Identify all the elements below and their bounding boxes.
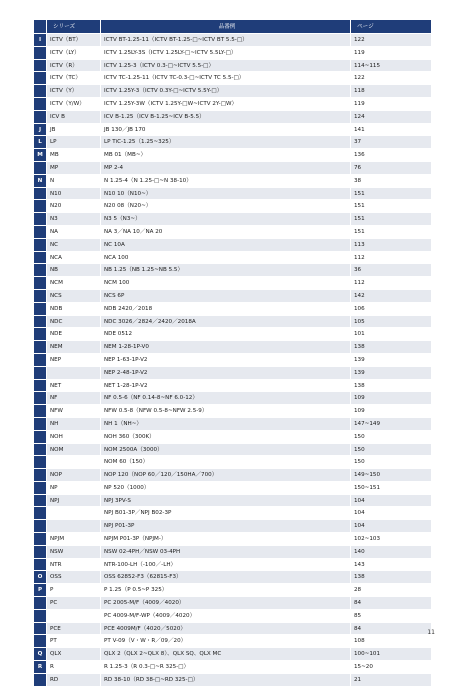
table-row: [34, 252, 431, 265]
section-letter: [34, 380, 46, 392]
part-number-cell: ICTV 1.25Y-3W（ICTV 1.25Y-□W~ICTV 2Y-□W）: [100, 98, 350, 110]
page-cell: 141: [350, 124, 431, 136]
table-row: [34, 303, 431, 316]
part-number-cell: N 1.25-4（N 1.25-□~N 38-10）: [100, 175, 350, 187]
table-row: [34, 533, 431, 546]
series-cell: NCA: [46, 252, 100, 264]
part-number-cell: MP 2-4: [100, 162, 350, 174]
part-number-cell: LP TiC-1.25（1.25~325）: [100, 136, 350, 148]
series-cell: NH: [46, 418, 100, 430]
page-cell: 122: [350, 34, 431, 46]
part-number-cell: NCM 100: [100, 277, 350, 289]
table-row: [34, 226, 431, 239]
part-number-cell: NA 3／NA 10／NA 20: [100, 226, 350, 238]
section-letter: [34, 507, 46, 519]
table-row: [34, 136, 431, 149]
table-row: [34, 239, 431, 252]
header-series: シリーズ: [46, 20, 100, 33]
table-row: [34, 367, 431, 380]
series-cell: NCM: [46, 277, 100, 289]
section-letter: [34, 200, 46, 212]
series-cell: MP: [46, 162, 100, 174]
page-cell: 147~149: [350, 418, 431, 430]
part-number-cell: NH 1（NH~）: [100, 418, 350, 430]
section-letter: [34, 367, 46, 379]
section-letter: [34, 85, 46, 97]
series-cell: [46, 507, 100, 519]
table-row: [34, 341, 431, 354]
page-cell: 151: [350, 188, 431, 200]
section-letter: [34, 520, 46, 532]
part-number-cell: OSS 62852-F3（62815-F3）: [100, 571, 350, 583]
series-cell: ICV B: [46, 111, 100, 123]
page-cell: 119: [350, 98, 431, 110]
page-cell: 85: [350, 610, 431, 622]
series-cell: NTR: [46, 559, 100, 571]
page-cell: 104: [350, 507, 431, 519]
part-number-cell: QLX 2（QLX 2~QLX 8）、QLX SQ、QLX MC: [100, 648, 350, 660]
series-cell: NFW: [46, 405, 100, 417]
table-row: [34, 380, 431, 393]
page-cell: 151: [350, 226, 431, 238]
section-letter: L: [34, 136, 46, 148]
table-row: [34, 456, 431, 469]
table-row: [34, 610, 431, 623]
page-cell: 149~150: [350, 469, 431, 481]
series-cell: NF: [46, 392, 100, 404]
table-row: [34, 162, 431, 175]
table-row: [34, 571, 431, 584]
series-cell: JB: [46, 124, 100, 136]
page-cell: 151: [350, 200, 431, 212]
page-cell: 136: [350, 149, 431, 161]
page-cell: 106: [350, 303, 431, 315]
series-cell: [46, 456, 100, 468]
part-number-cell: N10 10（N10~）: [100, 188, 350, 200]
page-cell: 138: [350, 571, 431, 583]
page-cell: 108: [350, 635, 431, 647]
series-cell: ICTV（LY）: [46, 47, 100, 59]
series-cell: NC: [46, 239, 100, 251]
table-row: [34, 635, 431, 648]
part-number-cell: N20 08（N20~）: [100, 200, 350, 212]
part-number-cell: NFW 0.5-8（NFW 0.5-8~NFW 2.5-9）: [100, 405, 350, 417]
section-letter: [34, 60, 46, 72]
series-cell: PC: [46, 597, 100, 609]
page-cell: 114~115: [350, 60, 431, 72]
page-cell: 15~20: [350, 661, 431, 673]
section-letter: N: [34, 175, 46, 187]
page-cell: 138: [350, 380, 431, 392]
section-letter: [34, 482, 46, 494]
series-cell: NA: [46, 226, 100, 238]
section-letter: [34, 290, 46, 302]
header-name: 品番例: [100, 20, 350, 33]
series-cell: NSW: [46, 546, 100, 558]
page-cell: 37: [350, 136, 431, 148]
page-cell: 139: [350, 354, 431, 366]
section-letter: [34, 188, 46, 200]
series-cell: P: [46, 584, 100, 596]
section-letter: [34, 444, 46, 456]
series-cell: RD: [46, 674, 100, 686]
section-letter: [34, 98, 46, 110]
page-cell: 38: [350, 175, 431, 187]
page-cell: 139: [350, 367, 431, 379]
section-letter: M: [34, 149, 46, 161]
part-number-cell: R 1.25-3（R 0.3-□~R 325-□）: [100, 661, 350, 673]
series-cell: N20: [46, 200, 100, 212]
section-letter: [34, 162, 46, 174]
series-cell: NDC: [46, 316, 100, 328]
series-cell: NEP: [46, 354, 100, 366]
page-cell: 109: [350, 392, 431, 404]
part-number-cell: PT V-09（V・W・R／09／20）: [100, 635, 350, 647]
part-number-cell: PC 2005-M/F（4009／4020）: [100, 597, 350, 609]
table-row: [34, 34, 431, 47]
series-cell: NOH: [46, 431, 100, 443]
series-cell: N3: [46, 213, 100, 225]
table-row: [34, 584, 431, 597]
section-letter: P: [34, 584, 46, 596]
series-cell: [46, 610, 100, 622]
part-number-cell: NC 10A: [100, 239, 350, 251]
table-row: [34, 559, 431, 572]
page-cell: 36: [350, 264, 431, 276]
table-row: [34, 213, 431, 226]
section-letter: [34, 341, 46, 353]
part-number-cell: NOH 360（300K）: [100, 431, 350, 443]
section-letter: [34, 264, 46, 276]
series-cell: NET: [46, 380, 100, 392]
table-row: [34, 72, 431, 85]
page-cell: 122: [350, 72, 431, 84]
part-number-cell: NTR-100-LH（-100／-LH）: [100, 559, 350, 571]
table-row: [34, 98, 431, 111]
page-cell: 28: [350, 584, 431, 596]
series-cell: [46, 367, 100, 379]
page-cell: 105: [350, 316, 431, 328]
page-cell: 112: [350, 277, 431, 289]
page-cell: 112: [350, 252, 431, 264]
part-number-cell: NP 520（1000）: [100, 482, 350, 494]
series-cell: ICTV（BT）: [46, 34, 100, 46]
page-cell: 140: [350, 546, 431, 558]
section-letter: [34, 431, 46, 443]
table-row: [34, 597, 431, 610]
series-cell: NB: [46, 264, 100, 276]
series-cell: NOM: [46, 444, 100, 456]
series-cell: N10: [46, 188, 100, 200]
series-cell: [46, 520, 100, 532]
series-cell: NDE: [46, 328, 100, 340]
page-cell: 150~151: [350, 482, 431, 494]
table-row: [34, 431, 431, 444]
table-row: [34, 290, 431, 303]
section-letter: R: [34, 661, 46, 673]
part-number-cell: ICTV TC-1.25-11（ICTV TC-0.3-□~ICTV TC 5.5-□）: [100, 72, 350, 84]
series-cell: ICTV（R）: [46, 60, 100, 72]
table-row: [34, 354, 431, 367]
table-row: [34, 200, 431, 213]
table-row: [34, 623, 431, 636]
table-row: [34, 482, 431, 495]
part-number-cell: NEP 2-48-1P-V2: [100, 367, 350, 379]
page-number: 11: [427, 629, 435, 636]
table-row: [34, 85, 431, 98]
table-row: [34, 405, 431, 418]
page-cell: 104: [350, 495, 431, 507]
table-header: [34, 20, 431, 34]
section-letter: [34, 597, 46, 609]
page-cell: 124: [350, 111, 431, 123]
section-letter: O: [34, 571, 46, 583]
part-number-cell: NOP 120（NOP 60／120／150HA／700）: [100, 469, 350, 481]
series-cell: R: [46, 661, 100, 673]
section-letter: I: [34, 34, 46, 46]
part-number-cell: NSW 02-4PH／NSW 03-4PH: [100, 546, 350, 558]
series-cell: NEM: [46, 341, 100, 353]
part-number-cell: NEP 1-63-1P-V2: [100, 354, 350, 366]
section-letter: [34, 405, 46, 417]
section-letter: [34, 418, 46, 430]
table-row: [34, 469, 431, 482]
part-number-cell: NPJ 3PV-S: [100, 495, 350, 507]
series-cell: NCS: [46, 290, 100, 302]
series-cell: QLX: [46, 648, 100, 660]
part-number-cell: MB 01（MB~）: [100, 149, 350, 161]
series-cell: NP: [46, 482, 100, 494]
section-letter: [34, 316, 46, 328]
part-number-cell: NPJ B01-3P／NPJ B02-3P: [100, 507, 350, 519]
table-row: [34, 674, 431, 687]
page-cell: 84: [350, 623, 431, 635]
part-number-cell: NOM 60（150）: [100, 456, 350, 468]
section-letter: [34, 303, 46, 315]
table-row: [34, 520, 431, 533]
section-letter: J: [34, 124, 46, 136]
table-row: [34, 149, 431, 162]
part-number-cell: P 1.25（P 0.5~P 325）: [100, 584, 350, 596]
section-letter: [34, 72, 46, 84]
section-letter: [34, 239, 46, 251]
series-cell: NPJ: [46, 495, 100, 507]
page-cell: 76: [350, 162, 431, 174]
part-number-cell: NPJ P01-3P: [100, 520, 350, 532]
table-row: [34, 47, 431, 60]
part-number-cell: NET 1-28-1P-V2: [100, 380, 350, 392]
header-letter-cell: [34, 20, 46, 33]
part-number-cell: NDE 0512: [100, 328, 350, 340]
series-cell: PT: [46, 635, 100, 647]
section-letter: Q: [34, 648, 46, 660]
part-number-cell: PCE 4009M/F（4020／5020）: [100, 623, 350, 635]
page-cell: 100~101: [350, 648, 431, 660]
part-number-cell: ICV B-1.25（ICV B-1.25~ICV B-5.5）: [100, 111, 350, 123]
section-letter: [34, 533, 46, 545]
table-row: [34, 648, 431, 661]
part-number-cell: NDB 2420／2018: [100, 303, 350, 315]
page-cell: 150: [350, 456, 431, 468]
table-row: [34, 175, 431, 188]
header-page: ページ: [350, 20, 431, 33]
page-cell: 113: [350, 239, 431, 251]
part-number-cell: N3 5（N3~）: [100, 213, 350, 225]
series-cell: NDB: [46, 303, 100, 315]
section-letter: [34, 559, 46, 571]
part-number-cell: JB 130／JB 170: [100, 124, 350, 136]
section-letter: [34, 277, 46, 289]
table-row: [34, 111, 431, 124]
table-row: [34, 316, 431, 329]
table-row: [34, 661, 431, 674]
table-row: [34, 277, 431, 290]
section-letter: [34, 469, 46, 481]
part-number-cell: ICTV 1.25Y-3（ICTV 0.3Y-□~ICTV 5.5Y-□）: [100, 85, 350, 97]
part-number-cell: NB 1.25（NB 1.25~NB 5.5）: [100, 264, 350, 276]
page-cell: 143: [350, 559, 431, 571]
page-cell: 138: [350, 341, 431, 353]
section-letter: [34, 456, 46, 468]
table-body: [34, 34, 431, 687]
table-row: [34, 546, 431, 559]
table-row: [34, 495, 431, 508]
page-cell: 151: [350, 213, 431, 225]
table-row: [34, 264, 431, 277]
table-row: [34, 444, 431, 457]
table-row: [34, 60, 431, 73]
section-letter: [34, 354, 46, 366]
part-number-cell: NDC 3026／2824／2420／2018A: [100, 316, 350, 328]
section-letter: [34, 635, 46, 647]
part-number-cell: NCS 6P: [100, 290, 350, 302]
page-cell: 118: [350, 85, 431, 97]
series-cell: ICTV（TC）: [46, 72, 100, 84]
part-number-cell: NPJM P01-3P（NPJM-）: [100, 533, 350, 545]
series-cell: N: [46, 175, 100, 187]
section-letter: [34, 546, 46, 558]
table-row: [34, 188, 431, 201]
part-number-cell: NOM 2500A（3000）: [100, 444, 350, 456]
series-cell: PCE: [46, 623, 100, 635]
section-letter: [34, 213, 46, 225]
part-number-cell: NEM 1-28-1P-V0: [100, 341, 350, 353]
section-letter: [34, 226, 46, 238]
section-letter: [34, 674, 46, 686]
section-letter: [34, 252, 46, 264]
part-number-cell: PC 4009-M/F-WP（4009／4020）: [100, 610, 350, 622]
page-cell: 119: [350, 47, 431, 59]
page-cell: 150: [350, 431, 431, 443]
series-cell: NOP: [46, 469, 100, 481]
table-row: [34, 124, 431, 137]
section-letter: [34, 328, 46, 340]
part-number-cell: NCA 100: [100, 252, 350, 264]
table-row: [34, 328, 431, 341]
series-cell: NPJM: [46, 533, 100, 545]
index-table: [34, 20, 431, 687]
part-number-cell: ICTV 1.25-3（ICTV 0.3-□~ICTV 5.5-□）: [100, 60, 350, 72]
series-cell: MB: [46, 149, 100, 161]
section-letter: [34, 623, 46, 635]
part-number-cell: ICTV BT-1.25-11（ICTV BT-1.25-□~ICTV BT 5.5-□）: [100, 34, 350, 46]
section-letter: [34, 495, 46, 507]
table-row: [34, 507, 431, 520]
page-cell: 102~103: [350, 533, 431, 545]
series-cell: ICTV（Y/W）: [46, 98, 100, 110]
series-cell: ICTV（Y）: [46, 85, 100, 97]
page-cell: 101: [350, 328, 431, 340]
page-cell: 142: [350, 290, 431, 302]
part-number-cell: ICTV 1.25LY-3S（ICTV 1.25LY-□~ICTV 5.5LY-□）: [100, 47, 350, 59]
table-row: [34, 392, 431, 405]
series-cell: OSS: [46, 571, 100, 583]
section-letter: [34, 111, 46, 123]
table-row: [34, 418, 431, 431]
section-letter: [34, 47, 46, 59]
page-cell: 104: [350, 520, 431, 532]
part-number-cell: RD 38-10（RD 38-□~RD 325-□）: [100, 674, 350, 686]
page-cell: 84: [350, 597, 431, 609]
section-letter: [34, 610, 46, 622]
page-cell: 150: [350, 444, 431, 456]
page-cell: 21: [350, 674, 431, 686]
page-cell: 109: [350, 405, 431, 417]
part-number-cell: NF 0.5-6（NF 0.14-8~NF 6.0-12）: [100, 392, 350, 404]
section-letter: [34, 392, 46, 404]
series-cell: LP: [46, 136, 100, 148]
